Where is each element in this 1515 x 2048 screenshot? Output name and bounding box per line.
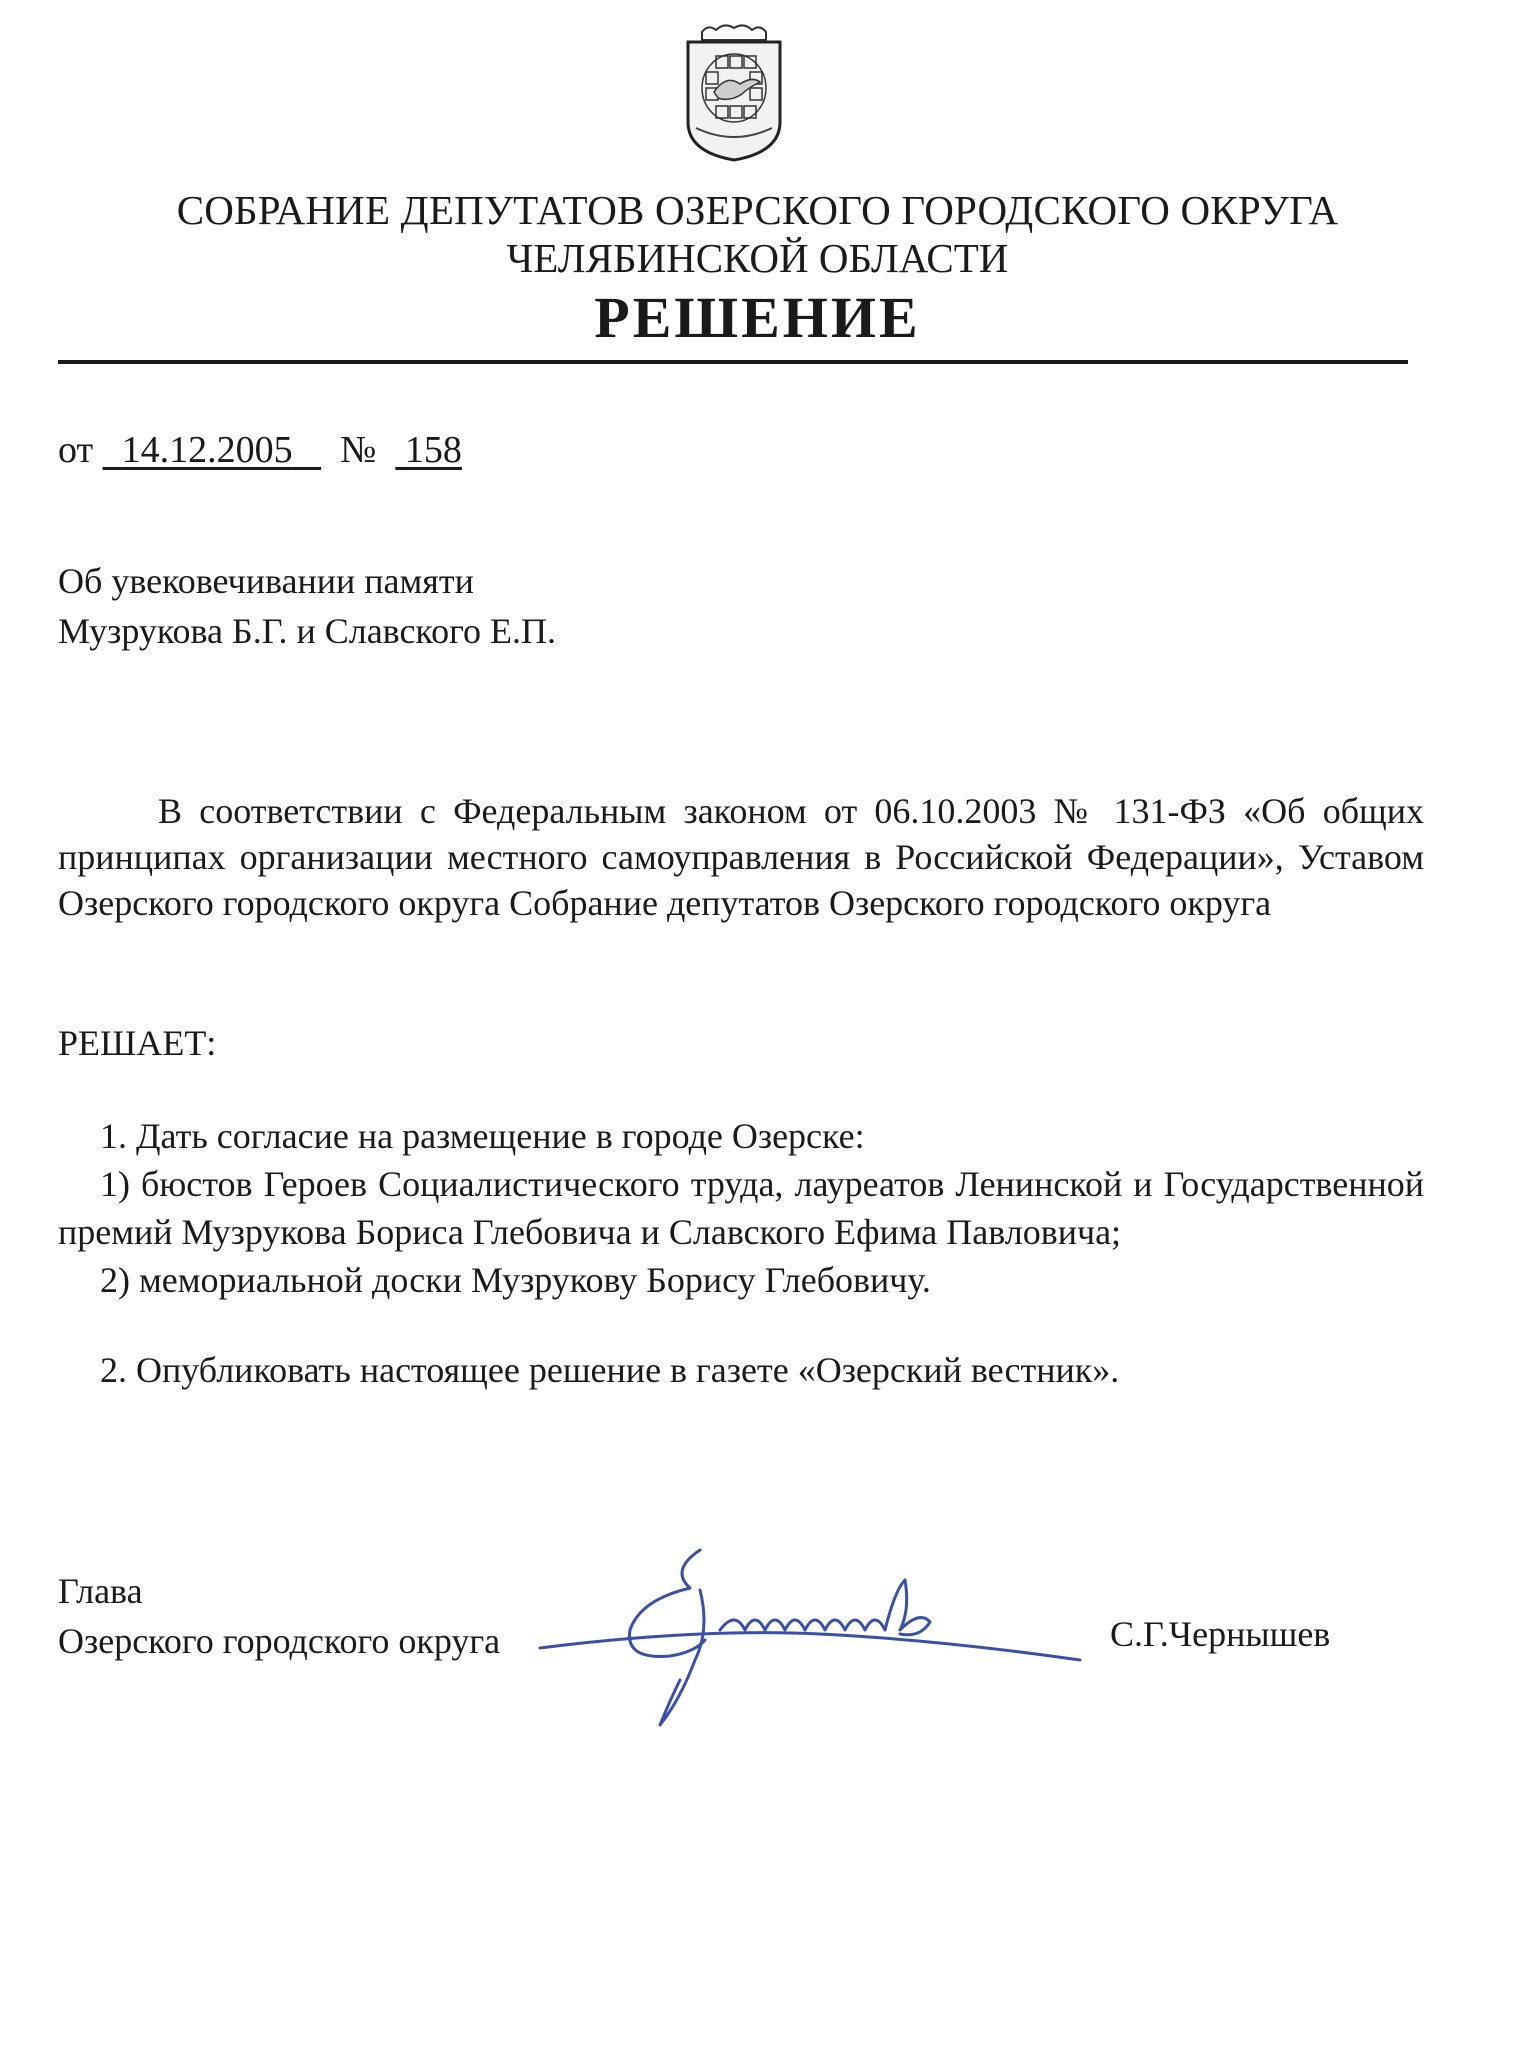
subject-line-2: Музрукова Б.Г. и Славского Е.П. <box>58 611 556 651</box>
issuing-body-title: СОБРАНИЕ ДЕПУТАТОВ ОЗЕРСКОГО ГОРОДСКОГО ОКРУГА <box>176 187 1339 233</box>
decision-items <box>58 1112 1424 1394</box>
position-line-2: Озерского городского округа <box>58 1621 501 1661</box>
item-1-1: 1) бюстов Героев Социалистического труда, лауреатов Ленинской и Государственной премий Музрукова Бориса Глебовича и Славского Ефима Павловича; <box>58 1164 1424 1252</box>
coat-of-arms-emblem <box>682 22 786 162</box>
subject-line-1: Об увековечивании памяти <box>58 561 474 601</box>
region-title: ЧЕЛЯБИНСКОЙ ОБЛАСТИ <box>506 235 1009 281</box>
document-number: 158 <box>404 429 462 471</box>
decides-heading: РЕШАЕТ: <box>58 1023 217 1063</box>
number-prefix: № <box>340 429 377 471</box>
item-2: 2. Опубликовать настоящее решение в газете «Озерский вестник». <box>100 1350 1120 1390</box>
date-number-line <box>58 428 462 472</box>
header-divider <box>58 360 1408 364</box>
preamble-paragraph: В соответствии с Федеральным законом от 06.10.2003 № 131-ФЗ «Об общих принципах организации местного самоуправления в Российской Федерации», Уставом Озерского городского округа Собрание депутатов Озерского городского округа <box>58 791 1424 923</box>
position-line-1: Глава <box>58 1571 143 1611</box>
signatory-position <box>58 1566 500 1666</box>
handwritten-signature <box>520 1530 1100 1740</box>
document-date: 14.12.2005 <box>121 429 293 471</box>
document-subject <box>58 556 556 656</box>
item-1-2: 2) мемориальной доски Музрукову Борису Глебовичу. <box>100 1260 931 1300</box>
signatory-name: С.Г.Чернышев <box>1110 1614 1331 1654</box>
document-type-title: РЕШЕНИЕ <box>594 285 921 350</box>
date-prefix: от <box>58 429 94 471</box>
item-1: 1. Дать согласие на размещение в городе Озерске: <box>100 1116 865 1156</box>
